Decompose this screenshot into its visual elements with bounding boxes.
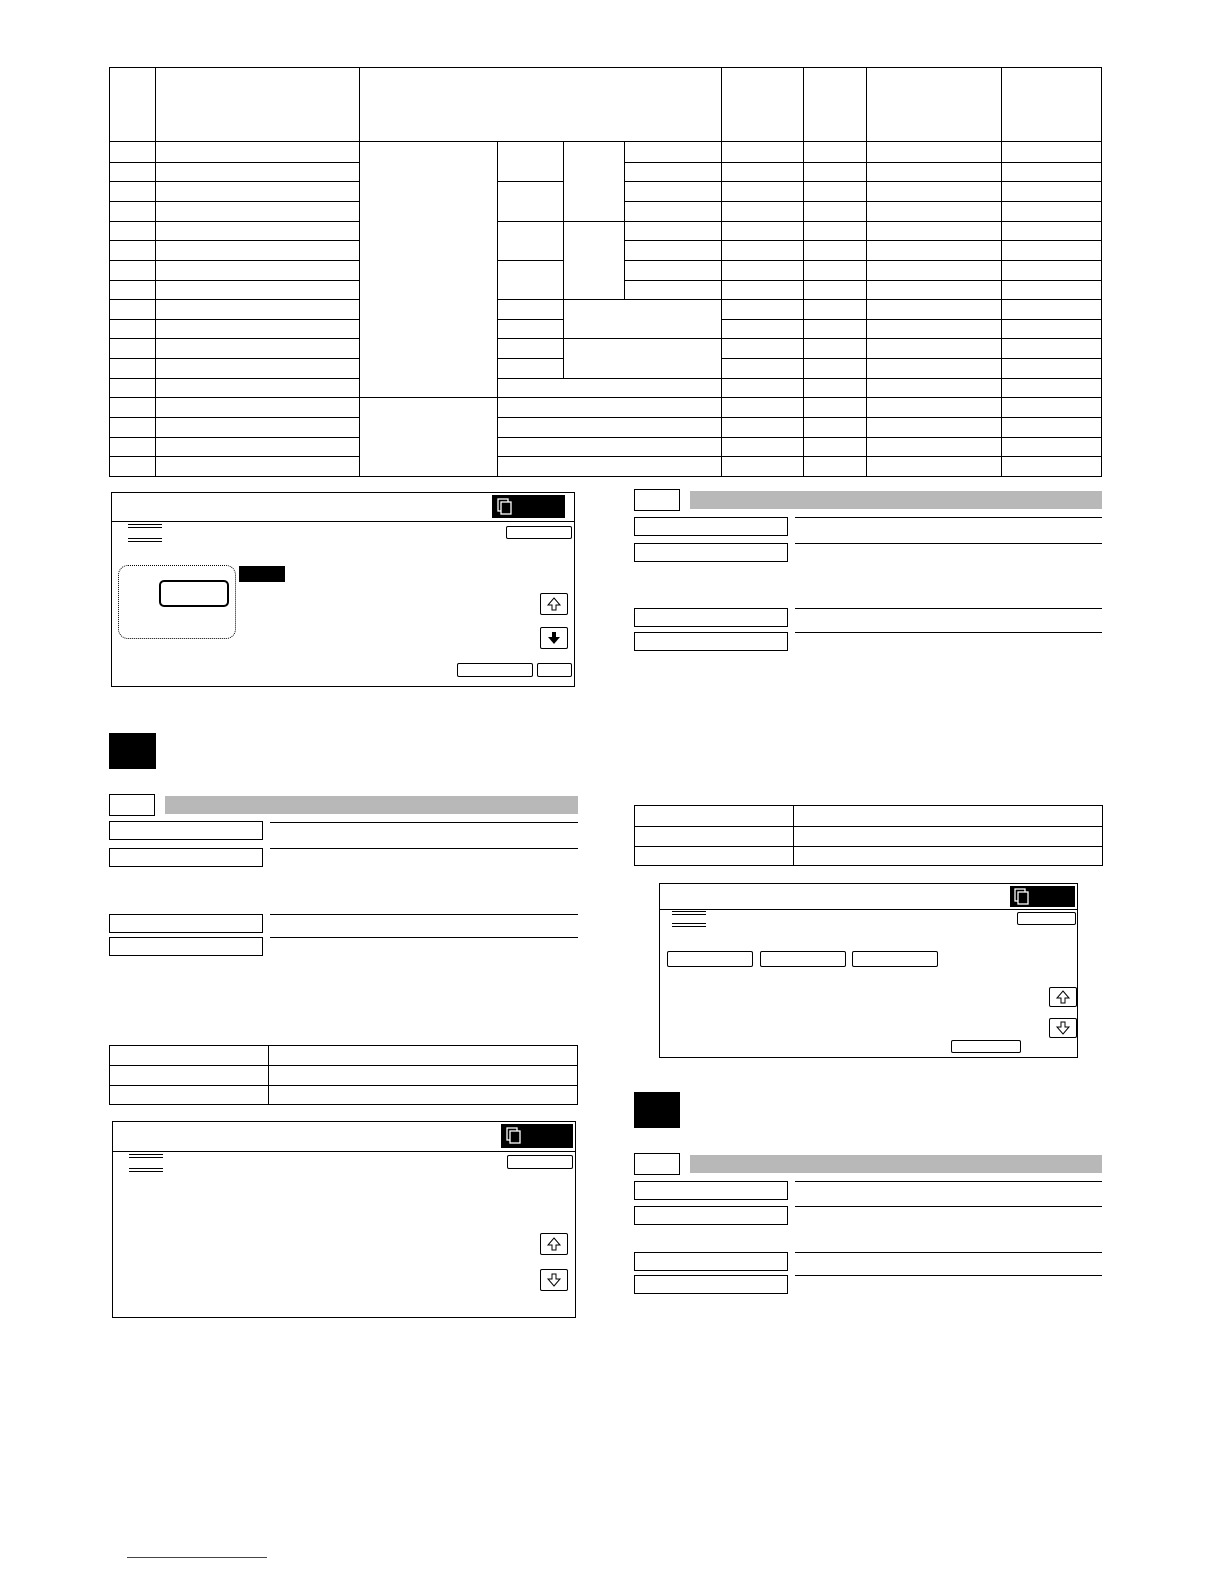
table-row-line	[497, 378, 721, 379]
mini-table-left	[109, 1045, 578, 1105]
label-box	[109, 914, 263, 933]
arrow-up-icon	[546, 596, 562, 612]
table-row-line	[110, 240, 359, 241]
table-row-line	[721, 397, 1101, 398]
scroll-down-button[interactable]	[1049, 1018, 1077, 1038]
label-box	[634, 543, 788, 562]
table-row-line	[721, 378, 1101, 379]
option-button-3[interactable]	[852, 951, 938, 967]
table-row-line	[624, 162, 721, 163]
table-row-line	[624, 201, 721, 202]
table-row-line	[721, 162, 1101, 163]
label-box	[634, 1181, 788, 1200]
table-row-line	[110, 280, 359, 281]
table-row-line	[624, 240, 721, 241]
table-row-line	[721, 181, 1101, 182]
table-row-line	[497, 221, 563, 222]
table-row-line	[110, 201, 359, 202]
table-row-line	[721, 319, 1101, 320]
menu-icon	[128, 522, 162, 544]
selected-item-button[interactable]	[159, 580, 229, 607]
table-row-line	[624, 260, 721, 261]
mini-table-right	[634, 805, 1103, 866]
arrow-down-icon	[1055, 1020, 1071, 1036]
scroll-down-button[interactable]	[540, 1269, 568, 1291]
section-header-right-top	[634, 489, 1102, 511]
option-button-1[interactable]	[667, 951, 753, 967]
table-row-line	[110, 417, 359, 418]
label-box	[634, 632, 788, 651]
table-row-line	[721, 417, 1101, 418]
scroll-up-button[interactable]	[540, 1233, 568, 1255]
section-header-left	[109, 794, 578, 816]
top-right-button[interactable]	[1017, 912, 1076, 925]
option-button-2[interactable]	[760, 951, 846, 967]
table-row-line	[721, 437, 1101, 438]
table-row-line	[563, 338, 721, 339]
table-row-line	[497, 417, 721, 418]
table-row-line	[497, 358, 563, 359]
label-box	[109, 821, 263, 840]
copy-icon	[1013, 888, 1033, 906]
bottom-button-2[interactable]	[537, 663, 572, 677]
table-row-line	[721, 338, 1101, 339]
section-header-right-bottom	[634, 1153, 1102, 1175]
scroll-up-button[interactable]	[540, 593, 568, 615]
arrow-up-icon	[546, 1236, 562, 1252]
arrow-down-icon	[546, 1272, 562, 1288]
table-row-line	[721, 221, 1101, 222]
table-row-line	[497, 437, 721, 438]
arrow-down-icon	[546, 630, 562, 646]
bottom-button[interactable]	[951, 1040, 1021, 1053]
bottom-button-1[interactable]	[457, 663, 533, 677]
table-row-line	[359, 397, 497, 398]
table-row-line	[110, 358, 359, 359]
table-row-line	[721, 280, 1101, 281]
screen-1	[111, 492, 575, 687]
table-row-line	[110, 378, 359, 379]
table-row-line	[110, 181, 359, 182]
table-row-line	[563, 221, 721, 222]
label-box	[634, 608, 788, 627]
table-row-line	[497, 338, 563, 339]
table-row-line	[624, 181, 721, 182]
scroll-up-button[interactable]	[1049, 987, 1077, 1007]
label-box	[109, 937, 263, 956]
table-row-line	[721, 240, 1101, 241]
menu-icon	[672, 909, 706, 929]
table-row-line	[497, 319, 563, 320]
table-row-line	[110, 221, 359, 222]
menu-icon	[129, 1152, 163, 1174]
table-row-line	[110, 456, 359, 457]
table-row-line	[110, 338, 359, 339]
mode-badge	[1010, 886, 1075, 907]
arrow-up-icon	[1055, 989, 1071, 1005]
label-box	[634, 1206, 788, 1225]
section-marker-left	[109, 733, 156, 769]
label-box	[109, 848, 263, 867]
table-row-line	[497, 299, 563, 300]
table-row-line	[721, 299, 1101, 300]
copy-icon	[505, 1127, 525, 1145]
label-box	[634, 1275, 788, 1294]
top-right-button[interactable]	[506, 526, 572, 539]
table-row-line	[110, 319, 359, 320]
table-row-line	[721, 201, 1101, 202]
spec-table	[109, 67, 1102, 477]
table-row-line	[563, 299, 721, 300]
table-row-line	[110, 437, 359, 438]
top-right-button[interactable]	[507, 1155, 573, 1169]
section-marker-right	[634, 1092, 680, 1128]
footer-link-underline[interactable]	[127, 1557, 267, 1558]
table-row-line	[624, 280, 721, 281]
scroll-down-button[interactable]	[540, 627, 568, 649]
table-row-line	[110, 397, 359, 398]
highlight-tag	[239, 566, 285, 582]
table-row-line	[110, 260, 359, 261]
table-row-line	[497, 397, 721, 398]
table-row-line	[110, 299, 359, 300]
table-row-line	[497, 260, 563, 261]
table-row-line	[497, 181, 563, 182]
copy-icon	[496, 498, 516, 516]
screen-3	[659, 883, 1078, 1058]
table-row-line	[721, 358, 1101, 359]
mode-badge	[492, 495, 565, 518]
table-row-line	[721, 260, 1101, 261]
table-row-line	[110, 162, 359, 163]
label-box	[634, 1252, 788, 1271]
table-row-line	[721, 456, 1101, 457]
label-box	[634, 517, 788, 536]
table-row-line	[497, 456, 721, 457]
screen-2	[112, 1121, 576, 1318]
mode-badge	[501, 1124, 573, 1148]
